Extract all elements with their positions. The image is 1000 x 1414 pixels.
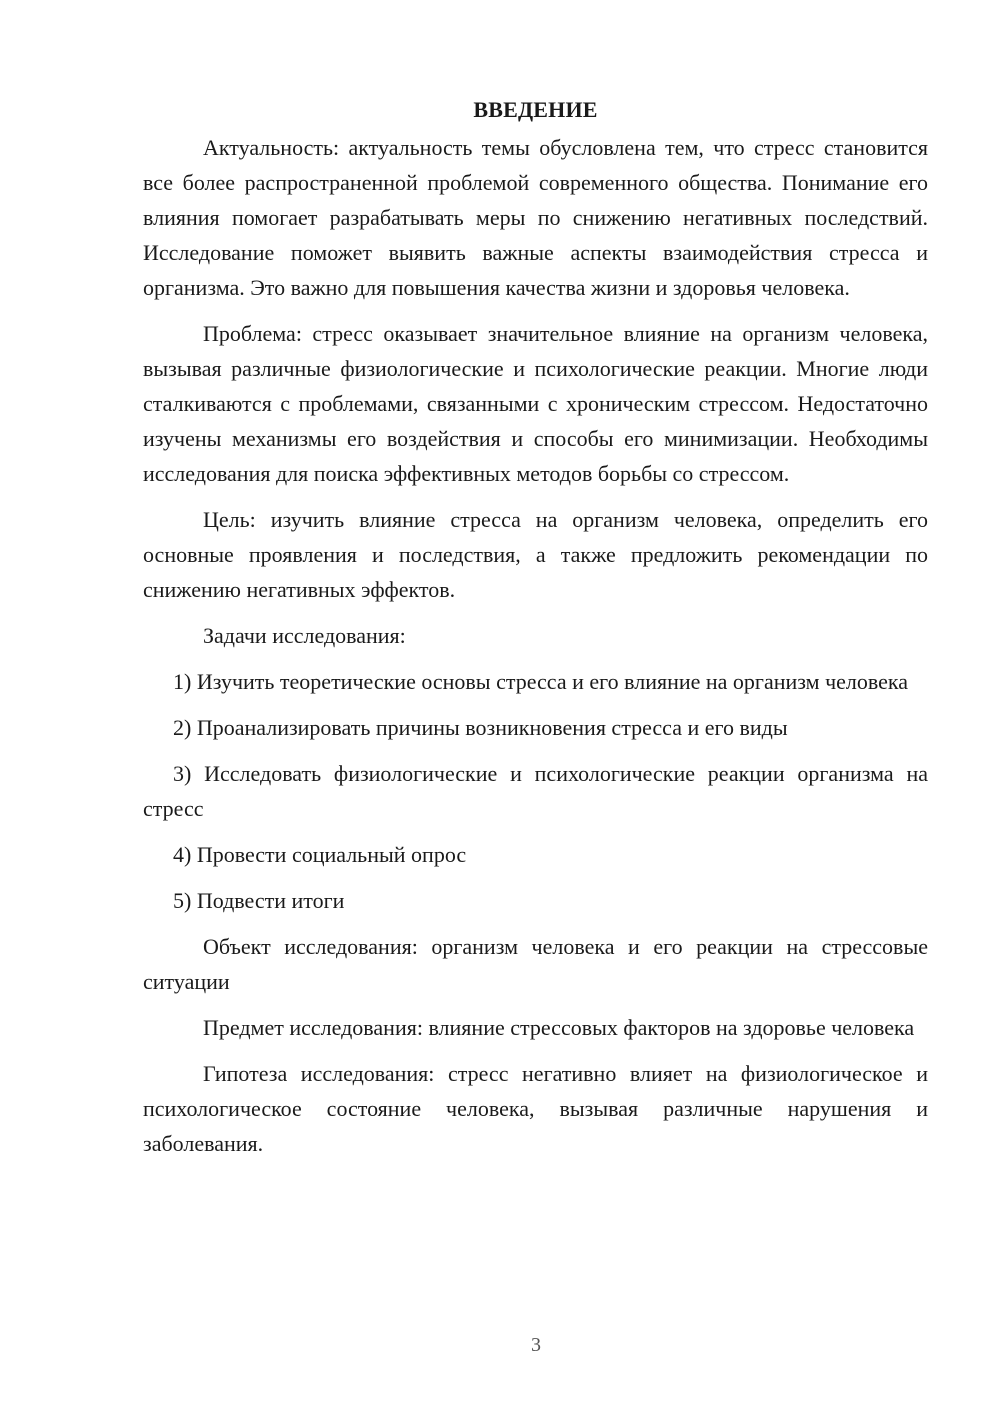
hypothesis-paragraph: Гипотеза исследования: стресс негативно влияет на физиологическое и психологическое состояние человека, вызывая различные нарушения и заболевания. — [143, 1061, 928, 1156]
subject-paragraph: Предмет исследования: влияние стрессовых факторов на здоровье человека — [203, 1015, 915, 1040]
task-item-4: 4) Провести социальный опрос — [173, 842, 467, 867]
page-title: ВВЕДЕНИЕ — [473, 97, 598, 122]
page-number: 3 — [531, 1334, 541, 1356]
task-item-2: 2) Проанализировать причины возникновения стресса и его виды — [173, 715, 788, 740]
task-item-5: 5) Подвести итоги — [173, 888, 345, 913]
tasks-heading: Задачи исследования: — [203, 623, 406, 648]
relevance-paragraph: Актуальность: актуальность темы обусловлена тем, что стресс становится все более распространенной проблемой современного общества. Понимание его влияния помогает разрабатывать меры по снижению негативных последствий. Исследование поможет выявить важные аспекты взаимодействия стресса и организма. Это важно для повышения качества жизни и здоровья человека. — [143, 135, 928, 300]
document-page — [143, 92, 928, 1172]
task-item-1: 1) Изучить теоретические основы стресса и его влияние на организм человека — [173, 669, 909, 694]
task-item-3: 3) Исследовать физиологические и психологические реакции организма на стресс — [143, 761, 928, 821]
object-paragraph: Объект исследования: организм человека и его реакции на стрессовые ситуации — [143, 934, 928, 994]
goal-paragraph: Цель: изучить влияние стресса на организм человека, определить его основные проявления и последствия, а также предложить рекомендации по снижению негативных эффектов. — [143, 507, 928, 602]
problem-paragraph: Проблема: стресс оказывает значительное влияние на организм человека, вызывая различные физиологические и психологические реакции. Многие люди сталкиваются с проблемами, связанными с хроническим стрессом. Недостаточно изучены механизмы его воздействия и способы его минимизации. Необходимы исследования для поиска эффективных методов борьбы со стрессом. — [143, 321, 928, 486]
